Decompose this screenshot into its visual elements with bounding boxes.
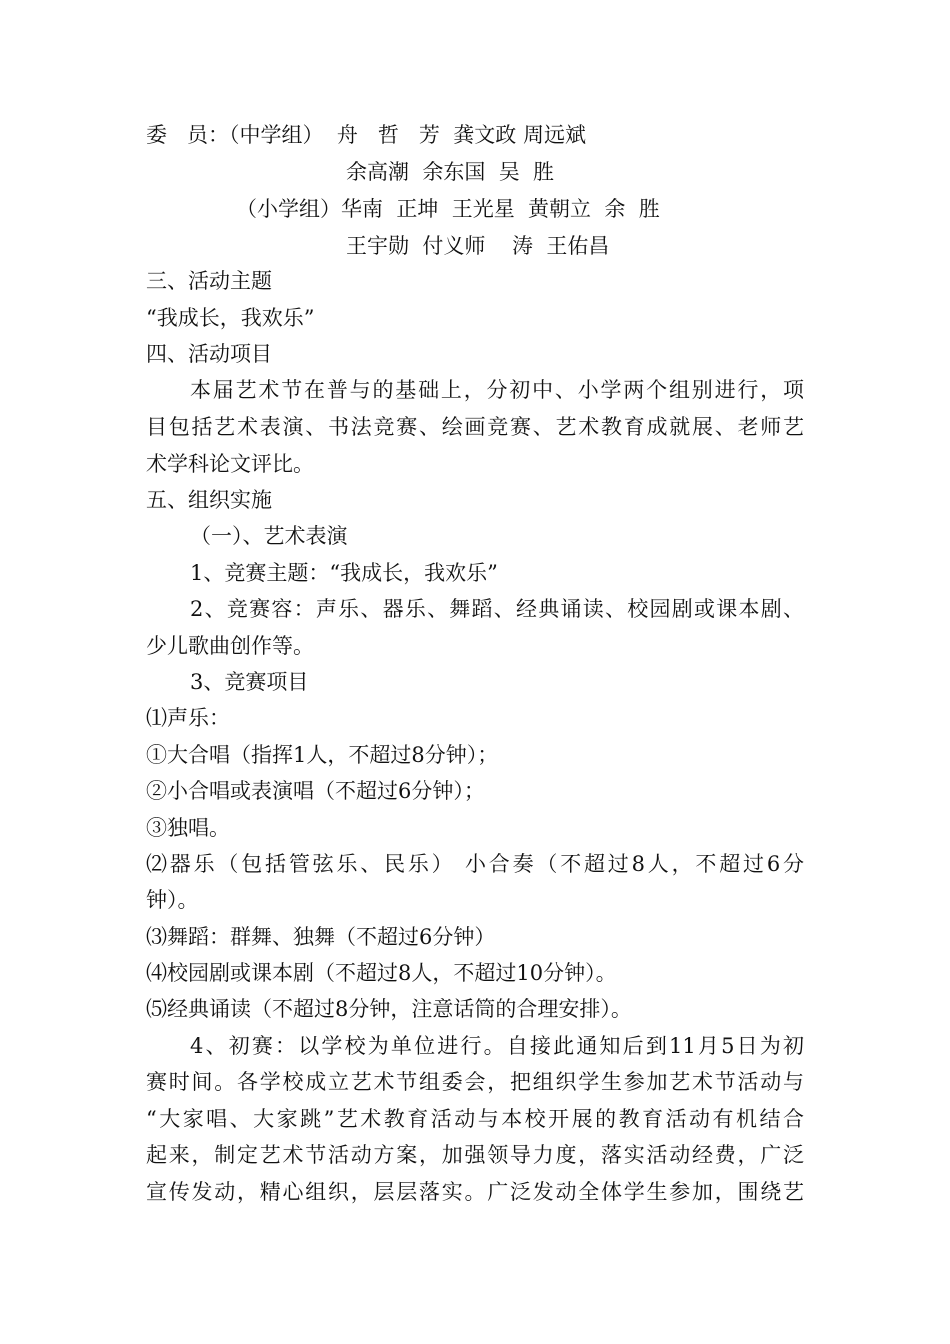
paragraph-line: 2、竞赛容：声乐、器乐、舞蹈、经典诵读、校园剧或课本剧、 [190,597,804,621]
section-heading-theme: 三、活动主题 [146,269,272,293]
list-item: ⑵器乐（包括管弦乐、民乐） 小合奏（不超过8人，不超过6分 [146,852,804,876]
committee-line-3: （小学组）华南 正坤 王光星 黄朝立 余 胜 [236,197,660,221]
list-item: ⑶舞蹈：群舞、独舞（不超过6分钟） [146,925,496,949]
paragraph-line: 少儿歌曲创作等。 [146,634,314,658]
section-heading-organization: 五、组织实施 [146,488,272,512]
list-item: ⑸经典诵读（不超过8分钟，注意话筒的合理安排）。 [146,997,632,1021]
list-item: ⑷校园剧或课本剧（不超过8人，不超过10分钟）。 [146,961,617,985]
section-heading-items: 四、活动项目 [146,342,272,366]
list-item: 钟）。 [146,888,199,912]
committee-line-4: 王宇勋 付义师 涛 王佑昌 [346,234,610,258]
list-item: ②小合唱或表演唱（不超过6分钟）； [146,779,485,803]
paragraph-line: 宣传发动，精心组织，层层落实。广泛发动全体学生参加，围绕艺 [146,1180,804,1204]
paragraph-line: 本届艺术节在普与的基础上，分初中、小学两个组别进行，项 [190,378,804,402]
paragraph-line: 赛时间。各学校成立艺术节组委会，把组织学生参加艺术节活动与 [146,1070,804,1094]
paragraph-line: “大家唱、大家跳”艺术教育活动与本校开展的教育活动有机结合 [146,1107,804,1131]
list-item: 1、竞赛主题：“我成长，我欢乐” [190,561,498,585]
paragraph-line: 起来，制定艺术节活动方案，加强领导力度，落实活动经费，广泛 [146,1143,804,1167]
theme-text: “我成长，我欢乐” [146,306,315,330]
list-item: ⑴声乐： [146,706,230,730]
list-item: ①大合唱（指挥1人，不超过8分钟）； [146,743,499,767]
subsection-heading: （一）、艺术表演 [190,524,348,548]
list-item: 3、竞赛项目 [190,670,309,694]
paragraph-line: 目包括艺术表演、书法竞赛、绘画竞赛、艺术教育成就展、老师艺 [146,415,804,439]
list-item: ③独唱。 [146,816,230,840]
paragraph-line: 4、初赛：以学校为单位进行。自接此通知后到11月5日为初 [190,1034,804,1058]
committee-line-1: 委 员：（中学组） 舟 哲 芳 龚文政 周远斌 [146,123,586,147]
paragraph-line: 术学科论文评比。 [146,452,314,476]
committee-line-2: 余高潮 余东国 吴 胜 [346,160,555,184]
